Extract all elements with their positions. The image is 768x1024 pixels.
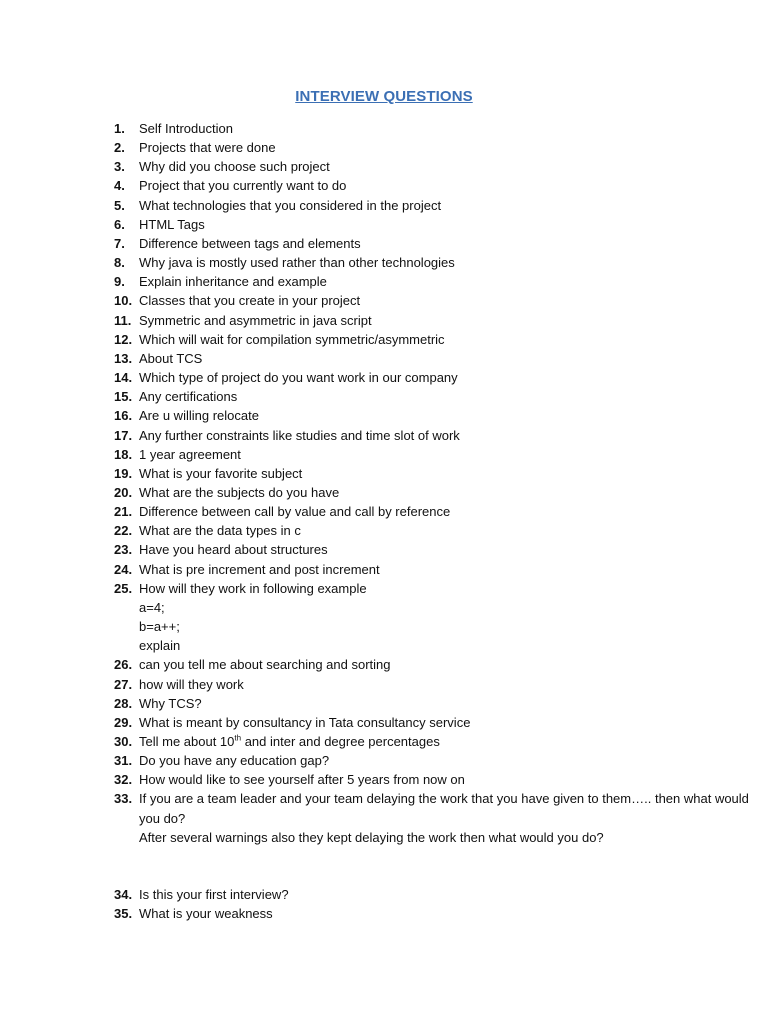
item-text: If you are a team leader and your team delaying the work that you have given to them….. then what would you do? [139,791,749,826]
item-number: 8. [114,255,125,271]
item-number: 28. [114,695,133,711]
item-text-part: Tell me about 10 [139,734,235,749]
item-number: 3. [114,159,125,175]
list-item [114,579,754,598]
item-text: How would like to see yourself after 5 years from now on [139,772,465,788]
item-number: 17. [114,427,133,443]
item-number: 16. [114,408,133,424]
list-item [114,234,754,253]
item-number: 2. [114,140,125,156]
list-item [114,291,754,310]
list-item [114,751,754,770]
code-line: b=a++; [139,619,180,635]
item-number: 24. [114,561,133,577]
list-item [114,885,754,904]
item-number: 32. [114,772,133,788]
item-number: 10. [114,293,133,309]
item-number: 29. [114,714,133,730]
code-line: a=4; [139,599,165,615]
list-item [114,157,754,176]
item-number: 9. [114,274,125,290]
list-item [114,311,754,330]
item-text: Symmetric and asymmetric in java script [139,312,372,328]
item-number: 23. [114,542,133,558]
list-item [114,655,754,674]
item-text: Is this your first interview? [139,886,289,902]
item-number: 21. [114,504,133,520]
item-text: Difference between call by value and call by reference [139,504,451,520]
list-item [114,521,754,540]
item-text [139,732,754,751]
list-item [114,675,754,694]
item-text: What are the data types in c [139,523,301,539]
item-text: Why TCS? [139,695,202,711]
list-item [114,368,754,387]
list-item [114,426,754,445]
item-text: What is pre increment and post increment [139,561,380,577]
list-item [114,540,754,559]
item-number: 15. [114,389,133,405]
item-number: 35. [114,906,133,922]
item-number: 19. [114,465,133,481]
item-text: HTML Tags [139,216,205,232]
list-item [114,406,754,425]
item-text: What technologies that you considered in the project [139,197,442,213]
item-text: What are the subjects do you have [139,484,340,500]
list-item [114,119,754,138]
code-line: explain [139,638,181,654]
list-item [114,387,754,406]
list-item [114,560,754,579]
item-number: 27. [114,676,133,692]
item-text: Projects that were done [139,140,276,156]
item-text: Classes that you create in your project [139,293,361,309]
item-text: Why java is mostly used rather than other technologies [139,255,455,271]
item-number: 26. [114,657,133,673]
item-text: Any certifications [139,389,238,405]
item-text: What is meant by consultancy in Tata consultancy service [139,714,471,730]
spacer [114,847,754,885]
list-item [114,732,754,751]
list-item [114,713,754,732]
item-number: 6. [114,216,125,232]
item-number: 4. [114,178,125,194]
list-item [114,272,754,291]
item-number: 33. [114,791,133,807]
question-list [114,119,754,923]
item-text: About TCS [139,350,203,366]
document-title: INTERVIEW QUESTIONS [295,88,473,105]
superscript: th [234,733,242,743]
item-text: Which type of project do you want work in our company [139,370,458,386]
list-item [114,138,754,157]
list-item [114,770,754,789]
item-text: Project that you currently want to do [139,178,347,194]
list-item [114,464,754,483]
item-number: 34. [114,886,133,902]
list-item [114,483,754,502]
list-item [114,176,754,195]
item-text: Which will wait for compilation symmetric/asymmetric [139,331,445,347]
item-text: Self Introduction [139,121,233,136]
list-item [114,502,754,521]
item-text: Are u willing relocate [139,408,259,424]
list-item [114,253,754,272]
item-text: Do you have any education gap? [139,753,330,769]
item-number: 25. [114,580,133,596]
item-text: how will they work [139,676,244,692]
item-number: 13. [114,350,133,366]
item-number: 12. [114,331,133,347]
item-text: Any further constraints like studies and time slot of work [139,427,460,443]
list-item [114,349,754,368]
list-item [114,445,754,464]
item-text: can you tell me about searching and sorting [139,657,391,673]
list-item [114,789,754,827]
item-text: What is your weakness [139,906,273,922]
list-item [114,330,754,349]
list-item [114,694,754,713]
list-item [114,904,754,923]
item-number: 14. [114,370,133,386]
item-number: 11. [114,312,132,328]
item-text: Explain inheritance and example [139,274,327,290]
item-text: What is your favorite subject [139,465,303,481]
item-number: 20. [114,484,133,500]
item-text: Have you heard about structures [139,542,328,558]
item-number: 1. [114,121,125,136]
item-number: 7. [114,235,125,251]
list-item [114,215,754,234]
list-item [114,196,754,215]
item-text: 1 year agreement [139,446,241,462]
item-number: 5. [114,197,125,213]
item-number: 22. [114,523,133,539]
item-text: Why did you choose such project [139,159,330,175]
item-number: 18. [114,446,133,462]
item-number: 30. [114,734,133,749]
item-text-part: and inter and degree percentages [241,734,440,749]
item-continuation: After several warnings also they kept delaying the work then what would you do? [139,829,604,845]
item-text: How will they work in following example [139,580,367,596]
item-text: Difference between tags and elements [139,235,361,251]
item-number: 31. [114,753,133,769]
